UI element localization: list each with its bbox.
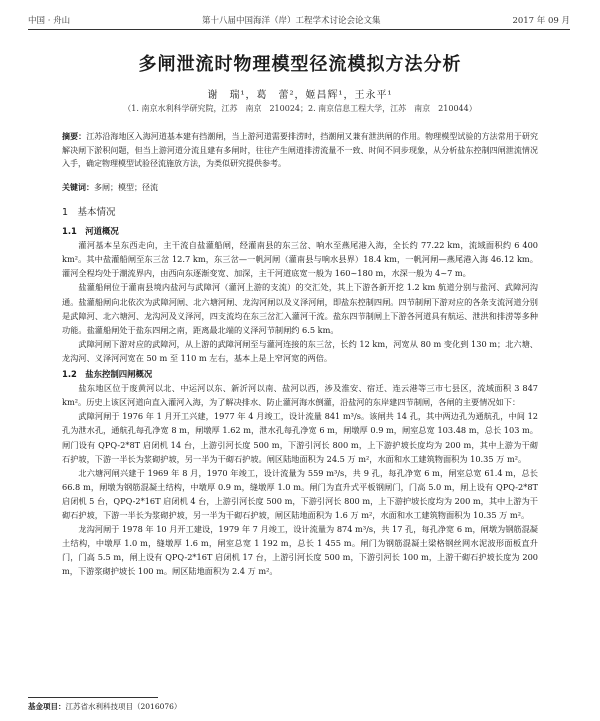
paragraph: 灌河基本呈东西走向，主干流自盐灌船闸，经灌南县的东三岔、响水至燕尾港入海，全长约 77.22 km，流域面积约 6 400 km²。其中盐灌船闸至东三岔 12.7 km，东三岔—一帆河闸（灌南县与响水县界）18.4 km，一帆河闸—燕尾港入海 46.12 km。灌河全程均处于潮流界内，由西向东逐渐变宽、加深，主干河道底宽一般为 160~180 m，水深一般为 4~7 m。 [62, 240, 538, 279]
header-rule [28, 29, 570, 30]
footnote [28, 701, 181, 712]
keywords-text: 多闸；模型；径流 [94, 183, 158, 192]
header-left: 中国 · 舟山 [28, 16, 71, 26]
abstract-label: 摘要： [62, 132, 87, 141]
footnote-text: 江苏省水利科技项目（2016076） [65, 702, 182, 711]
abstract [62, 130, 538, 171]
body-text [62, 206, 538, 578]
paragraph: 北六塘河闸兴建于 1969 年 8 月，1970 年竣工，设计流量为 559 m³/s，共 9 孔，每孔净宽 6 m，闸室总宽 61.4 m，总长 66.8 m，闸墩为钢筋混凝土结构，中墩厚 0.9 m，缝墩厚 1.0 m。闸门为直升式平板钢闸门，门高 5.0 m，闸上设有 QPQ-2*8T 启闭机 5 台，QPQ-2*16T 启闭机 4 台，上游引河长度 500 m，下游引河长 800 m，上下游护坡长度均为 200 m，其中上游为干砌石护坡，下游一半长为浆砌护坡，另一半为干砌石护坡，闸区陆地面积为 1.6 万 m²，水面和水工建筑物面积为 10.35 万 m²。 [62, 467, 538, 520]
affiliation: （1. 南京水利科学研究院，江苏 南京 210024；2. 南京信息工程大学，江苏 南京 210044） [123, 104, 477, 113]
footnote-rule [28, 697, 158, 698]
header-center: 第十八届中国海洋（岸）工程学术讨论会论文集 [202, 16, 381, 26]
paragraph: 龙沟河闸于 1978 年 10 月开工建设，1979 年 7 月竣工，设计流量为 874 m³/s，共 17 孔，每孔净宽 6 m，闸墩为钢筋混凝土结构，中墩厚 1.0 m，缝墩厚 1.6 m，闸室总宽 1 192 m，总长 1 455 m。闸门为钢筋混凝土梁格钢丝网水泥波形面板直升门，门高 5.5 m，闸上设有 QPQ-2*16T 启闭机 17 台，上游引河长度 500 m，下游引河长 100 m，上游干砌石护坡长度为 200 m，下游浆砌护坡长 100 m。闸区陆地面积为 2.4 万 m²。 [62, 524, 538, 577]
footnote-label: 基金项目： [28, 702, 66, 711]
keywords-label: 关键词： [62, 183, 94, 192]
subsection-heading: 1.1 河道概况 [62, 226, 119, 237]
header-right: 2017 年 09 月 [512, 16, 570, 26]
subsection-heading: 1.2 盐东控制四闸概况 [62, 369, 153, 380]
keywords [62, 182, 538, 193]
abstract-text: 江苏沿海地区入海河道基本建有挡潮闸，当上游河道需要排涝时，挡潮闸又兼有泄洪闸的作用。物理模型试验的方法常用于研究解决闸下淤积问题，但当上游河道分流且建有多闸时，往往产生闸道排涝流量不一致、时间不同步现象，从分析盐东控制四闸泄流情况入手，确定物理模型试验径流施放方法，为类似研究提供参考。 [62, 132, 539, 168]
paragraph: 武障河闸于 1976 年 1 月开工兴建，1977 年 4 月竣工，设计流量 841 m³/s。该闸共 14 孔，其中两边孔为通航孔，中间 12 孔为泄水孔，通航孔每孔净宽 8 m，闸墩厚 1.62 m，泄水孔每孔净宽 6 m，闸墩厚 0.9 m，闸室总宽 103.48 m，总长 103 m。闸门设有 QPQ-2*8T 启闭机 14 台，上游引河长度 500 m，下游引河长 800 m，上下游护坡长度均为 200 m，其中上游为干砌石护坡，下游一半长为浆砌护坡，另一半为干砌石护坡。闸区陆地面积为 24.5 万 m²，水面和水工建筑物面积为 10.35 万 m²。 [62, 411, 538, 464]
author-list: 谢 瑞¹，葛 蕾²，姬昌辉¹，王永平¹ [207, 90, 393, 101]
paper-title: 多闸泄流时物理模型径流模拟方法分析 [138, 54, 462, 75]
paragraph: 盐灌船闸位于灌南县境内盐河与武障河（灌河上游的支流）的交汇处，其上下游各新开挖 1.2 km 航道分别与盐河、武障河沟通。盐灌船闸向北依次为武障河闸、北六塘河闸、龙沟河闸以及义泽河闸，即盐东控制四闸。四节制闸下游对应的各条支流河道分别是武障河、北六塘河、龙沟河及义泽河，四支流均在东三岔汇入灌河干流。盐东四节制闸上下游各河道具有航运、泄洪和排涝等多种功能。盐灌船闸处于盐东四闸之南，距离最北端的义泽河节制闸约 6.5 km。 [62, 282, 538, 335]
running-header [28, 12, 570, 28]
paragraph: 盐东地区位于废黄河以北、中运河以东、新沂河以南、盐河以西，涉及淮安、宿迁、连云港等三市七县区，流域面积 3 847 km²。历史上该区河道向直入灌河入海，为了解决排水、防止灌河海水倒灌，沿盐河的东岸建四节制闸，各闸的主要情况如下： [62, 383, 538, 408]
section-heading: 1 基本情况 [62, 207, 116, 218]
paragraph: 武障河闸下游对应的武障河，从上游的武障河闸至与灌河连接的东三岔，长约 12 km，河宽从 80 m 变化到 130 m；北六塘、龙沟河、义泽河河宽在 50 m 至 110 m 左右，基本上是上窄河宽的两倍。 [62, 338, 538, 363]
